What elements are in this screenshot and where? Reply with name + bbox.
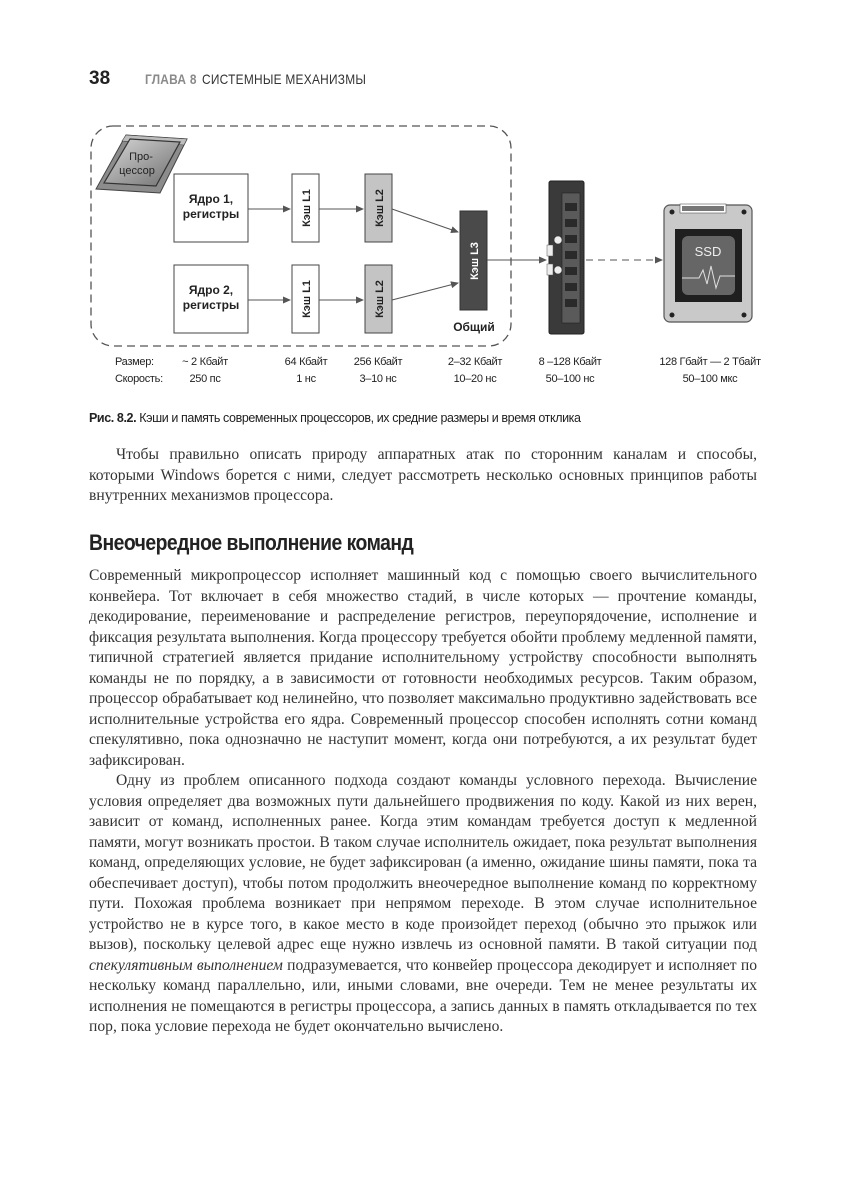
figure-caption-text: Кэши и память современных процессоров, их средние размеры и время отклика [136,411,581,425]
svg-text:Кэш L2: Кэш L2 [374,280,386,318]
svg-text:регистры: регистры [182,298,240,312]
svg-text:цессор: цессор [119,165,155,177]
page-number: 38 [89,68,111,89]
svg-text:Общий: Общий [453,320,495,334]
svg-text:Кэш L3: Кэш L3 [469,242,481,280]
ssd-size: 128 Гбайт — 2 Тбайт [659,356,761,368]
chapter-title: СИСТЕМНЫЕ МЕХАНИЗМЫ [201,71,367,87]
svg-text:SSD: SSD [694,244,722,259]
svg-text:Ядро 2,: Ядро 2, [188,283,234,297]
svg-text:Кэш L2: Кэш L2 [374,189,386,227]
svg-text:Ядро 1,: Ядро 1, [188,192,234,206]
ram-speed: 50–100 нс [545,373,595,385]
l1-size: 64 Кбайт [284,356,328,368]
registers-speed: 250 пс [189,373,221,385]
figure-number: Рис. 8.2. [89,411,137,425]
l3-size: 2–32 Кбайт [447,356,503,368]
l2-size: 256 Кбайт [353,356,403,368]
svg-text:Кэш L1: Кэш L1 [301,280,313,318]
l1-speed: 1 нс [296,373,316,385]
section-body [89,566,757,1038]
intro-paragraph-block [89,445,757,507]
speed-label: Скорость: [115,373,163,385]
l2-speed: 3–10 нс [359,373,397,385]
svg-text:Кэш L1: Кэш L1 [301,189,313,227]
size-label: Размер: [115,356,154,368]
ssd-drive-icon [664,204,752,322]
cache-hierarchy-diagram [0,0,849,400]
ram-size: 8 –128 Кбайт [538,356,602,368]
intro-paragraph: Чтобы правильно описать природу аппаратных атак по сторонним каналам и способы, которыми Windows борется с ними, следует рассмотреть несколько основных принципов работы внутренних механизмов процессора. [89,446,757,504]
figure-caption [89,411,581,425]
svg-text:Про-: Про- [129,151,153,163]
section-heading: Внеочередное выполнение команд [89,530,414,555]
paragraph-1: Современный микропроцессор исполняет машинный код с помощью своего вычислительного конвейера. Тот включает в себя множество стадий, в числе которых — прочтение команды, декодирование, переименование и распределение регистров, переупорядочение, исполнение и фиксация результата выполнения. Когда процессору требуется обойти проблему медленной памяти, типичной стратегией является придание исполнительному устройству способности выполнять команды не по порядку, а в зависимости от готовности необходимых ресурсов. Таким образом, процессор обрабатывает код нелинейно, что позволяет максимально продуктивно задействовать все исполнительные устройства его ядра. Современный процессор способен исполнять сотни команд спекулятивно, пока однозначно не наступит момент, когда они потребуются, а их результат будет зафиксирован. [89,567,757,769]
l3-speed: 10–20 нс [453,373,497,385]
svg-text:регистры: регистры [182,207,240,221]
emphasis-term: спекулятивным выполнением [89,956,283,974]
ssd-speed: 50–100 мкс [682,373,738,385]
registers-size: ~ 2 Кбайт [182,356,228,368]
processor-chip-icon [96,135,187,193]
ram-module-icon [547,181,584,334]
paragraph-2: Одну из проблем описанного подхода создают команды условного перехода. Вычисление условия определяет два возможных пути дальнейшего продвижения по коду. Какой из них верен, зависит от команд, исполненных ранее. Когда этим командам требуется доступ к медленной памяти, могут возникать простои. В таком случае исполнитель ожидает, пока результат выполнения команд, определяющих условие, не будет зафиксирован (а именно, ожидание шины памяти, пока та обеспечивает доступ), чтобы потом продолжить внеочередное выполнение команд по корректному пути. Похожая проблема возникает при непрямом переходе. В этом случае исполнительное устройство не в курсе того, в какое место в коде произойдет переход (обычно это прыжок или вызов), поскольку целевой адрес еще нужно извлечь из основной памяти. В такой ситуации под спекулятивным выполнением подразумевается, что конвейер процессора декодирует и исполняет по нескольку команд параллельно, или, иными словами, вне очереди. Тем не менее результаты их исполнения не помещаются в регистры процессора, а запись данных в память откладывается по тех пор, пока условие перехода не будет окончательно вычислено. [89,772,757,1035]
chapter-label: ГЛАВА 8 [144,71,197,87]
